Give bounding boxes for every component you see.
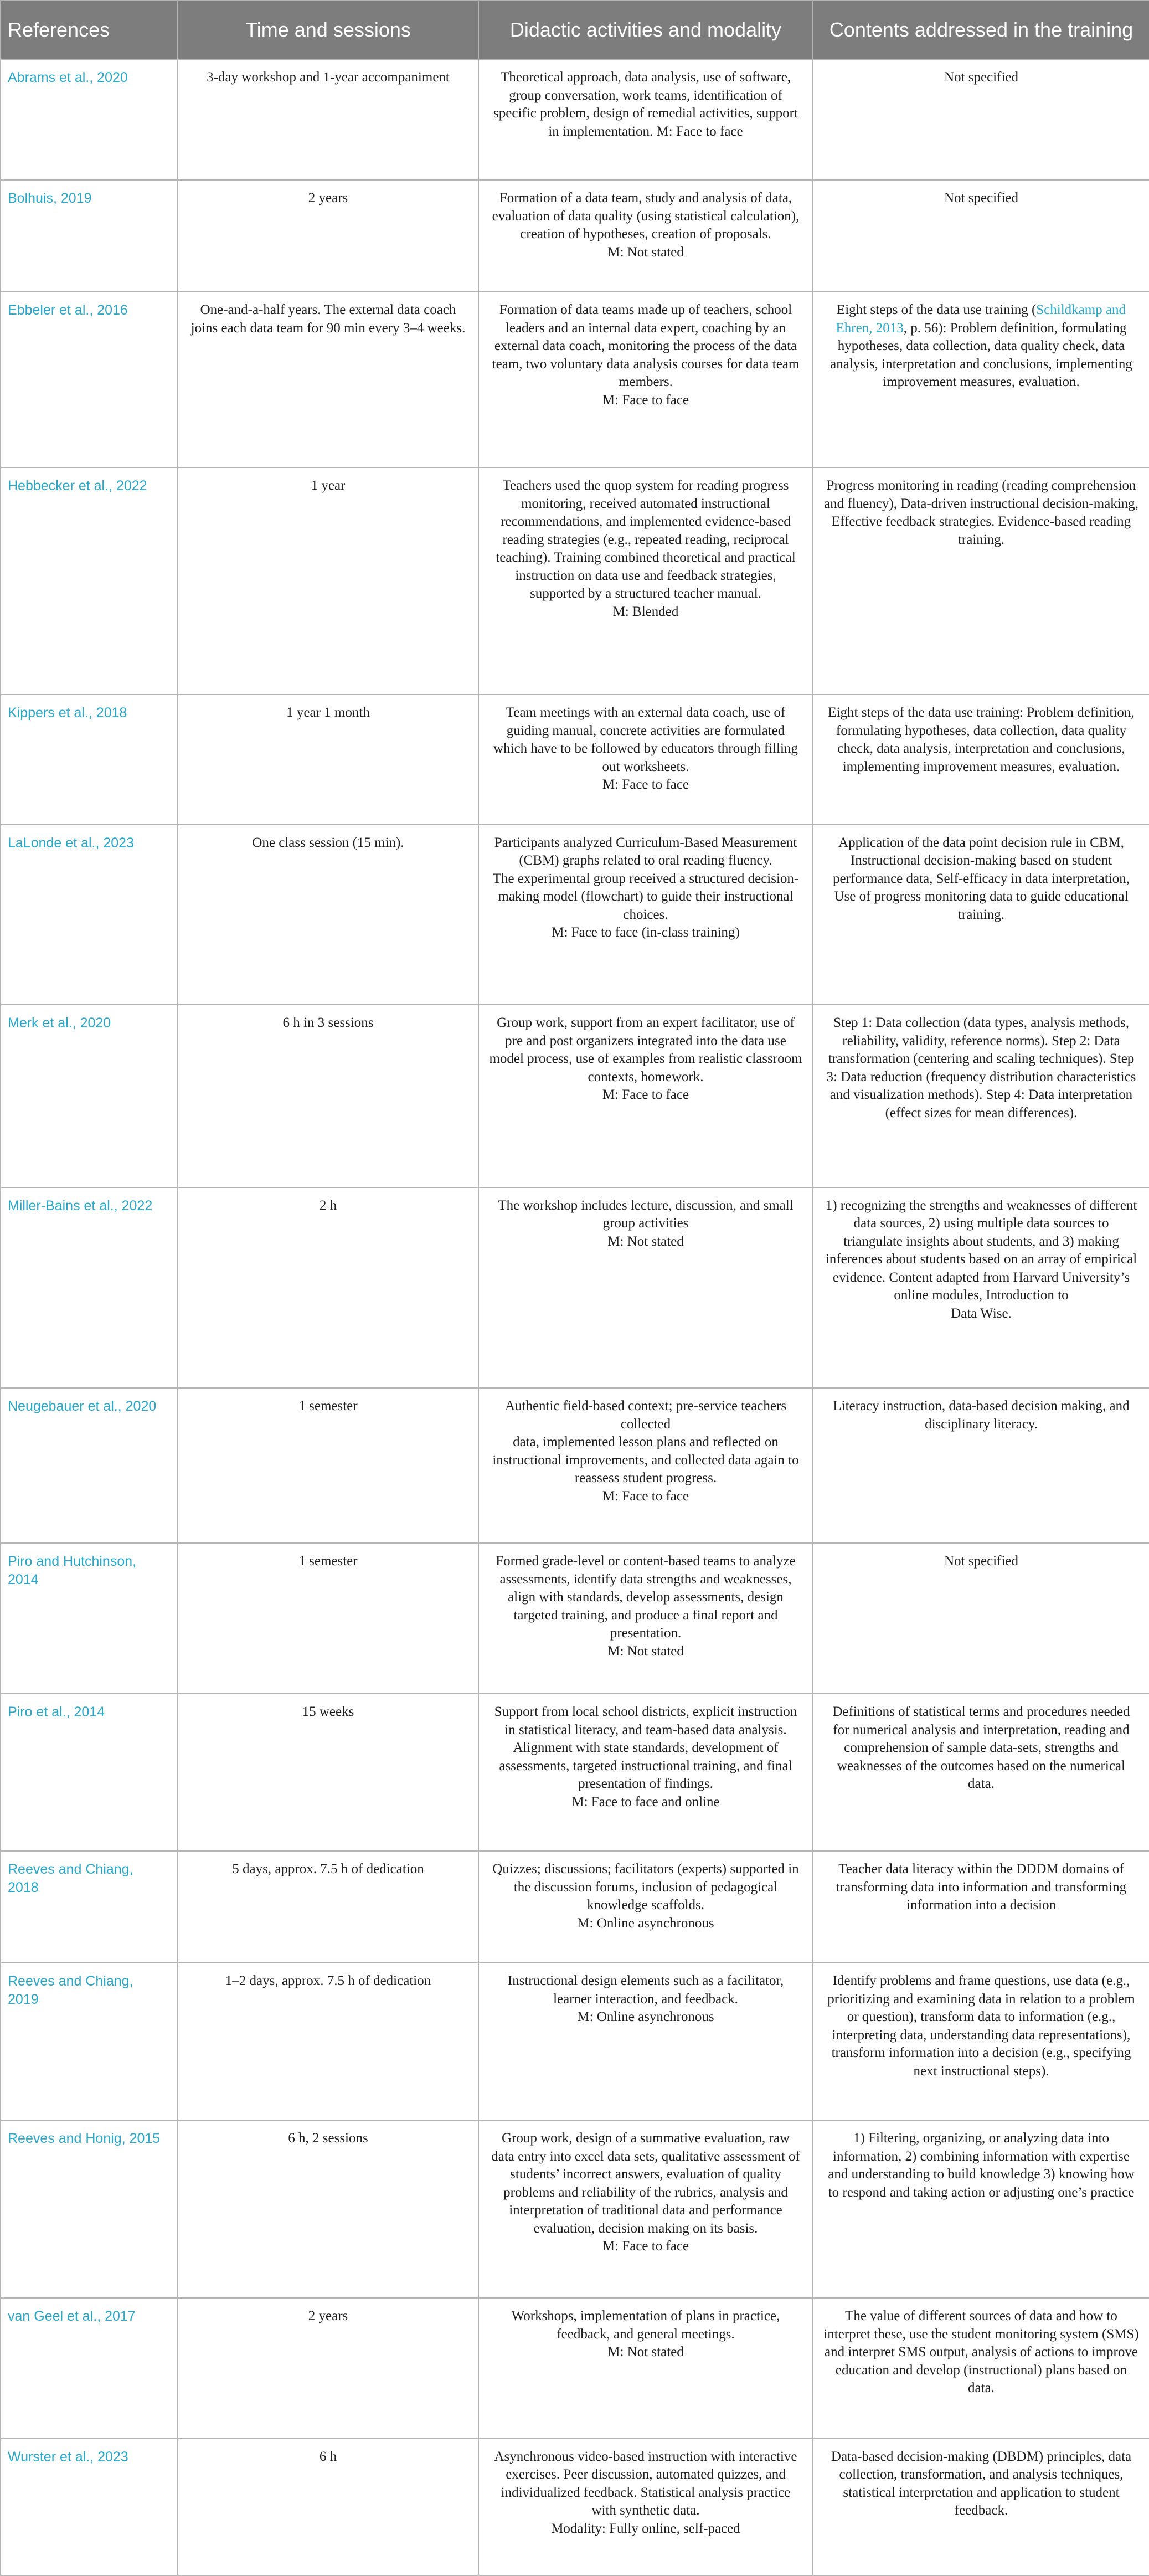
contents-cell (813, 1187, 1149, 1388)
table-row (1, 2298, 1149, 2438)
activities-line: Teachers used the quop system for reading progress monitoring, received automated instructional recommendations, and implemented evidence-based reading strategies (e.g., repeated reading, reciprocal teaching). Training combined theoretical and practical instruction on data use and feedback strategies, supported by a structured teacher manual. (496, 478, 796, 601)
activities-cell (478, 2298, 813, 2438)
modality-line: M: Face to face (602, 2239, 689, 2254)
activities-line: Quizzes; discussions; facilitators (experts) supported in the discussion forums, inclusion of pedagogical knowledge scaffolds. (492, 1862, 799, 1913)
contents-text-post: , p. 56): Problem definition, formulating hypotheses, data collection, data quality check, data analysis, interpretation and conclusions, implementing improvement measures, evaluation. (830, 320, 1132, 390)
reference-link[interactable]: Piro et al., 2014 (1, 1694, 178, 1851)
activities-cell (478, 1187, 813, 1388)
reference-link[interactable]: Wurster et al., 2023 (1, 2439, 178, 2575)
time-cell: 6 h (178, 2439, 478, 2575)
time-cell: 2 years (178, 2298, 478, 2438)
header-activities: Didactic activities and modality (478, 1, 813, 59)
table-row (1, 467, 1149, 695)
table-row (1, 59, 1149, 180)
contents-line: Use of progress monitoring data to guide educational training. (834, 889, 1129, 922)
table-body (1, 59, 1149, 2575)
reference-link[interactable]: Piro and Hutchinson, 2014 (1, 1543, 178, 1694)
reference-link[interactable]: Abrams et al., 2020 (1, 59, 178, 180)
time-cell: One class session (15 min). (178, 825, 478, 1005)
activities-line: Workshops, implementation of plans in practice, feedback, and general meetings. (511, 2308, 780, 2342)
table-row (1, 1388, 1149, 1543)
modality-line: M: Not stated (607, 2344, 684, 2360)
activities-cell (478, 695, 813, 825)
table-row (1, 695, 1149, 825)
table-row (1, 1851, 1149, 1963)
contents-line: Data Wise. (951, 1305, 1012, 1321)
time-cell: 2 h (178, 1187, 478, 1388)
contents-cell (813, 1005, 1149, 1187)
time-cell: 3-day workshop and 1-year accompaniment (178, 59, 478, 180)
contents-cell (813, 1963, 1149, 2120)
citation-link[interactable]: Schildkamp and Ehren, 2013 (836, 302, 1126, 336)
reference-link[interactable]: Merk et al., 2020 (1, 1005, 178, 1187)
time-cell: 1 year 1 month (178, 695, 478, 825)
header-row (1, 1, 1149, 59)
contents-cell (813, 1543, 1149, 1694)
reference-link[interactable]: Reeves and Chiang, 2018 (1, 1851, 178, 1963)
time-cell: 2 years (178, 180, 478, 292)
contents-line: Eight steps of the data use training: Problem definition, formulating hypotheses, data collection, data quality check, data analysis, interpretation and conclusions, implementing improvement measures, evaluation. (828, 705, 1135, 774)
contents-cell (813, 695, 1149, 825)
activities-cell (478, 1963, 813, 2120)
activities-cell (478, 2120, 813, 2298)
reference-link[interactable]: LaLonde et al., 2023 (1, 825, 178, 1005)
modality-line: M: Online asynchronous (577, 1915, 714, 1931)
modality-line: M: Face to face (602, 1087, 689, 1103)
activities-line: Asynchronous video-based instruction with interactive exercises. Peer discussion, automated quizzes, and individualized feedback. Statistical analysis practice with synthetic data. (494, 2449, 797, 2518)
contents-line: Definitions of statistical terms and procedures needed for numerical analysis and interpretation, reading and comprehension of sample data-sets, strengths and weaknesses of the outcomes based on the numerical data. (832, 1704, 1130, 1792)
contents-line: Instructional decision-making based on student performance data, Self-efficacy in data interpretation, (832, 853, 1130, 886)
table-row (1, 1694, 1149, 1851)
modality-line: M: Blended (612, 604, 679, 619)
modality-line: M: Face to face (602, 1488, 689, 1504)
contents-cell (813, 2298, 1149, 2438)
time-cell: 5 days, approx. 7.5 h of dedication (178, 1851, 478, 1963)
activities-line: The experimental group received a structured decision-making model (flowchart) to guide their instructional choices. (492, 871, 799, 922)
contents-line: Progress monitoring in reading (reading comprehension and fluency), Data-driven instructional decision-making, (824, 478, 1138, 511)
time-cell: 1 semester (178, 1388, 478, 1543)
activities-cell (478, 1005, 813, 1187)
contents-line: Effective feedback strategies. Evidence-based reading training. (831, 514, 1131, 547)
contents-line: 1) recognizing the strengths and weaknesses of different data sources, 2) using multiple data sources to triangulate insights about students, and 3) making inferences about students based on an array of empirical evidence. Content adapted from Harvard University’s online modules, Introduction to (825, 1197, 1137, 1303)
activities-cell (478, 1543, 813, 1694)
reference-link[interactable]: van Geel et al., 2017 (1, 2298, 178, 2438)
reference-link[interactable]: Kippers et al., 2018 (1, 695, 178, 825)
modality-line: M: Face to face (in-class training) (552, 925, 740, 940)
modality-line: M: Online asynchronous (577, 2009, 714, 2025)
table-row (1, 1543, 1149, 1694)
activities-cell (478, 59, 813, 180)
reference-link[interactable]: Neugebauer et al., 2020 (1, 1388, 178, 1543)
activities-cell (478, 1851, 813, 1963)
table-row (1, 1963, 1149, 2120)
contents-line: Literacy instruction, data-based decision making, and disciplinary literacy. (833, 1398, 1130, 1432)
table-row (1, 292, 1149, 467)
activities-line: Formed grade-level or content-based teams to analyze assessments, identify data strengths and weaknesses, align with standards, develop assessments, design targeted training, and produce a final report and presentation. (496, 1554, 796, 1641)
activities-line: Instructional design elements such as a facilitator, learner interaction, and feedback. (507, 1973, 784, 2007)
contents-cell (813, 467, 1149, 695)
contents-line: Data-based decision-making (DBDM) principles, data collection, transformation, and analysis techniques, statistical interpretation and application to student feedback. (831, 2449, 1132, 2518)
activities-line: The workshop includes lecture, discussion, and small group activities (498, 1197, 794, 1231)
contents-line: 1) Filtering, organizing, or analyzing data into information, 2) combining information with expertise and understanding to build knowledge 3) knowing how to respond and taking action or adjusting one’s practice (828, 2131, 1135, 2200)
activities-cell (478, 467, 813, 695)
contents-cell (813, 1851, 1149, 1963)
table-row (1, 180, 1149, 292)
table-row (1, 1187, 1149, 1388)
modality-line: M: Not stated (607, 1643, 684, 1659)
contents-cell (813, 292, 1149, 467)
activities-cell (478, 2439, 813, 2575)
reference-link[interactable]: Miller-Bains et al., 2022 (1, 1187, 178, 1388)
activities-line: Participants analyzed Curriculum-Based Measurement (CBM) graphs related to oral reading fluency. (494, 835, 797, 868)
contents-cell (813, 825, 1149, 1005)
activities-line: Authentic field-based context; pre-service teachers collected (504, 1398, 787, 1432)
modality-line: M: Not stated (607, 244, 684, 260)
reference-link[interactable]: Ebbeler et al., 2016 (1, 292, 178, 467)
modality-line: M: Face to face (602, 392, 689, 408)
reference-link[interactable]: Bolhuis, 2019 (1, 180, 178, 292)
activities-cell (478, 180, 813, 292)
contents-line: Not specified (944, 70, 1018, 85)
contents-line: Application of the data point decision rule in CBM, (838, 835, 1124, 850)
contents-line: The value of different sources of data and how to interpret these, use the student monitoring system (SMS) and interpret SMS output, analysis of actions to improve education and develop (instructional) plans based on data. (823, 2308, 1139, 2396)
time-cell: 1–2 days, approx. 7.5 h of dedication (178, 1963, 478, 2120)
contents-line: Step 1: Data collection (data types, analysis methods, reliability, validity, reference norms). Step 2: Data transformation (centering and scaling techniques). Step 3: Data reduction (frequency distribution characteristics and visualization methods). Step 4: Data interpretation (effect sizes for mean differences). (826, 1015, 1136, 1120)
modality-line: M: Face to face and online (571, 1794, 720, 1809)
contents-cell (813, 59, 1149, 180)
activities-line: Support from local school districts, explicit instruction in statistical literacy, and team-based data analysis. Alignment with state standards, development of assessments, targeted instructional training, and final presentation of findings. (494, 1704, 797, 1792)
contents-cell (813, 180, 1149, 292)
modality-line: Modality: Fully online, self-paced (551, 2521, 740, 2536)
table-row (1, 2439, 1149, 2575)
activities-line: Group work, support from an expert facilitator, use of pre and post organizers integrated into the data use model process, use of examples from realistic classroom contexts, homework. (489, 1015, 802, 1084)
header-time: Time and sessions (178, 1, 478, 59)
modality-line: M: Face to face (602, 777, 689, 793)
contents-cell (813, 1388, 1149, 1543)
activities-cell (478, 1694, 813, 1851)
activities-line: data, implemented lesson plans and reflected on instructional improvements, and collected data again to reassess student progress. (492, 1434, 799, 1486)
contents-text-pre: Eight steps of the data use training ( (836, 302, 1037, 318)
activities-line: Formation of a data team, study and analysis of data, evaluation of data quality (using statistical calculation), creation of hypotheses, creation of proposals. (492, 191, 800, 242)
activities-line: Team meetings with an external data coach, use of guiding manual, concrete activities are formulated which have to be followed by educators through filling out worksheets. (493, 705, 798, 774)
reference-link[interactable]: Hebbecker et al., 2022 (1, 467, 178, 695)
activities-cell (478, 292, 813, 467)
header-references: References (1, 1, 178, 59)
modality-line: M: Not stated (607, 1233, 684, 1249)
table-row (1, 825, 1149, 1005)
reference-link[interactable]: Reeves and Honig, 2015 (1, 2120, 178, 2298)
contents-line: Not specified (944, 1554, 1018, 1569)
activities-line: Theoretical approach, data analysis, use of software, group conversation, work teams, identification of specific problem, design of remedial activities, support in implementation. M: Face to face (493, 70, 798, 139)
contents-cell (813, 2439, 1149, 2575)
table-row (1, 2120, 1149, 2298)
activities-cell (478, 1388, 813, 1543)
time-cell: One-and-a-half years. The external data coach joins each data team for 90 min every 3–4 weeks. (178, 292, 478, 467)
time-cell: 1 year (178, 467, 478, 695)
activities-line: Formation of data teams made up of teachers, school leaders and an internal data expert, coaching by an external data coach, monitoring the process of the data team, two voluntary data analysis courses for data team members. (492, 302, 800, 390)
contents-cell (813, 2120, 1149, 2298)
contents-line: Teacher data literacy within the DDDM domains of transforming data into information and transforming information into a decision (836, 1862, 1127, 1913)
time-cell: 15 weeks (178, 1694, 478, 1851)
reference-link[interactable]: Reeves and Chiang, 2019 (1, 1963, 178, 2120)
header-contents: Contents addressed in the training (813, 1, 1149, 59)
time-cell: 6 h in 3 sessions (178, 1005, 478, 1187)
activities-cell (478, 825, 813, 1005)
contents-line: Not specified (944, 191, 1018, 206)
contents-line: Identify problems and frame questions, use data (e.g., prioritizing and examining data in relation to a problem or question), transform data to information (e.g., interpreting data, understanding data representations), transform information into a decision (e.g., specifying next instructional steps). (827, 1973, 1135, 2079)
table-row (1, 1005, 1149, 1187)
time-cell: 1 semester (178, 1543, 478, 1694)
contents-cell (813, 1694, 1149, 1851)
time-cell: 6 h, 2 sessions (178, 2120, 478, 2298)
activities-line: Group work, design of a summative evaluation, raw data entry into excel data sets, qualitative assessment of students’ incorrect answers, evaluation of quality problems and reliability of the rubrics, analysis and interpretation of traditional data and performance evaluation, decision making on its basis. (491, 2131, 800, 2236)
